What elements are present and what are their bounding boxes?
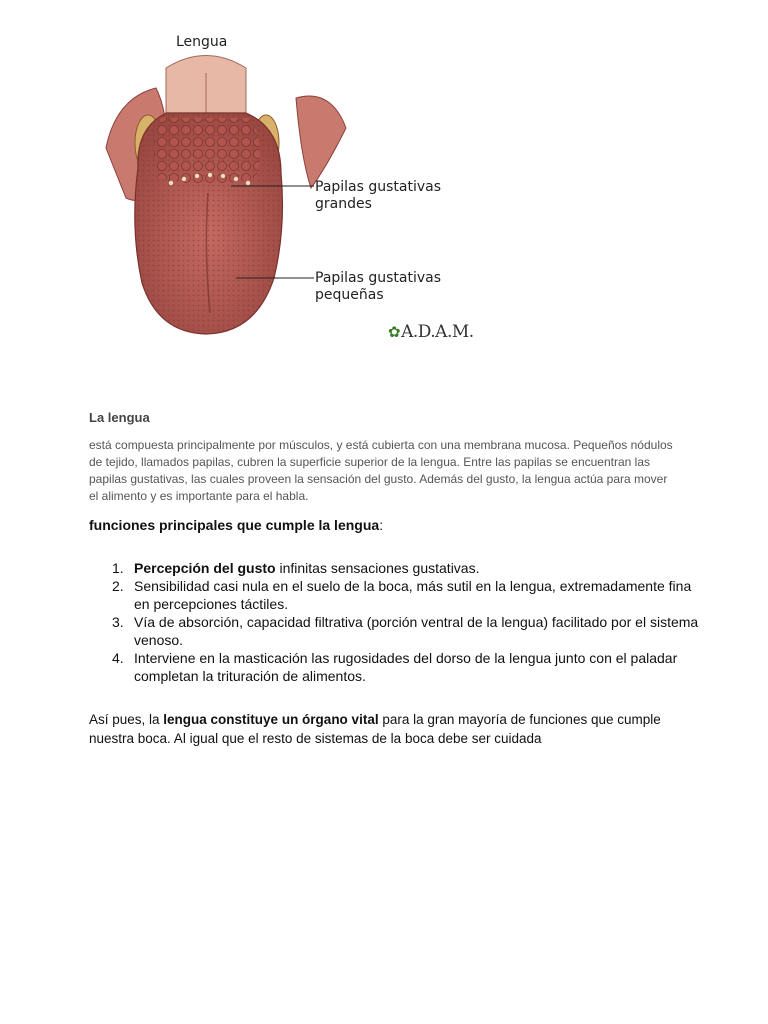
list-item-text: Vía de absorción, capacidad filtrativa (porción ventral de la lengua) facilitado por el sistema venoso.: [134, 614, 699, 648]
list-number: 2.: [112, 578, 124, 594]
adam-logo-text: A.D.A.M.: [401, 322, 474, 342]
figure-title: Lengua: [176, 34, 228, 50]
list-number: 3.: [112, 614, 124, 630]
list-number: 4.: [112, 650, 124, 666]
list-number: 1.: [112, 560, 124, 576]
list-item-text: Interviene en la masticación las rugosidades del dorso de la lengua junto con el paladar completan la trituración de alimentos.: [134, 650, 678, 684]
label-large-line-1: Papilas gustativas: [315, 179, 442, 195]
tongue-illustration: [96, 28, 496, 358]
adam-logo: [388, 322, 474, 342]
label-small-line-1: Papilas gustativas: [315, 270, 442, 286]
label-small-line-2: pequeñas: [315, 287, 384, 303]
list-item: [112, 649, 702, 685]
list-item-text: Sensibilidad casi nula en el suelo de la boca, más sutil en la lengua, extremadamente fina en percepciones táctiles.: [134, 578, 692, 612]
closing-paragraph: [89, 710, 689, 748]
label-large-line-2: grandes: [315, 196, 372, 212]
list-item: [112, 559, 702, 577]
list-item-text: infinitas sensaciones gustativas.: [275, 560, 480, 576]
functions-heading-bold: funciones principales que cumple la lengua: [89, 517, 380, 533]
closing-text-pre: Así pues, la: [89, 712, 164, 727]
list-item: [112, 577, 702, 613]
functions-heading: [89, 517, 383, 533]
section-heading: La lengua: [89, 410, 150, 425]
intro-paragraph: está compuesta principalmente por músculos, y está cubierta con una membrana mucosa. Pequeños nódulos de tejido, llamados papilas, cubren la superficie superior de la lengua. Entre las papilas se encuentran las papilas gustativas, las cuales proveen la sensación del gusto. Además del gusto, la lengua actúa para mover el alimento y es importante para el habla.: [89, 438, 673, 503]
list-item: [112, 613, 702, 649]
closing-text-post: para la gran mayoría de funciones que cumple nuestra boca. Al igual que el resto de sistemas de la boca debe ser cuidada: [89, 712, 661, 746]
closing-text-bold: lengua constituye un órgano vital: [163, 712, 379, 727]
label-large-papillae: [315, 179, 441, 213]
functions-list: [112, 559, 702, 685]
label-small-papillae: [315, 270, 441, 304]
functions-heading-colon: :: [379, 517, 384, 533]
list-item-bold: Percepción del gusto: [134, 560, 276, 576]
leaf-icon: ✿: [388, 323, 401, 341]
